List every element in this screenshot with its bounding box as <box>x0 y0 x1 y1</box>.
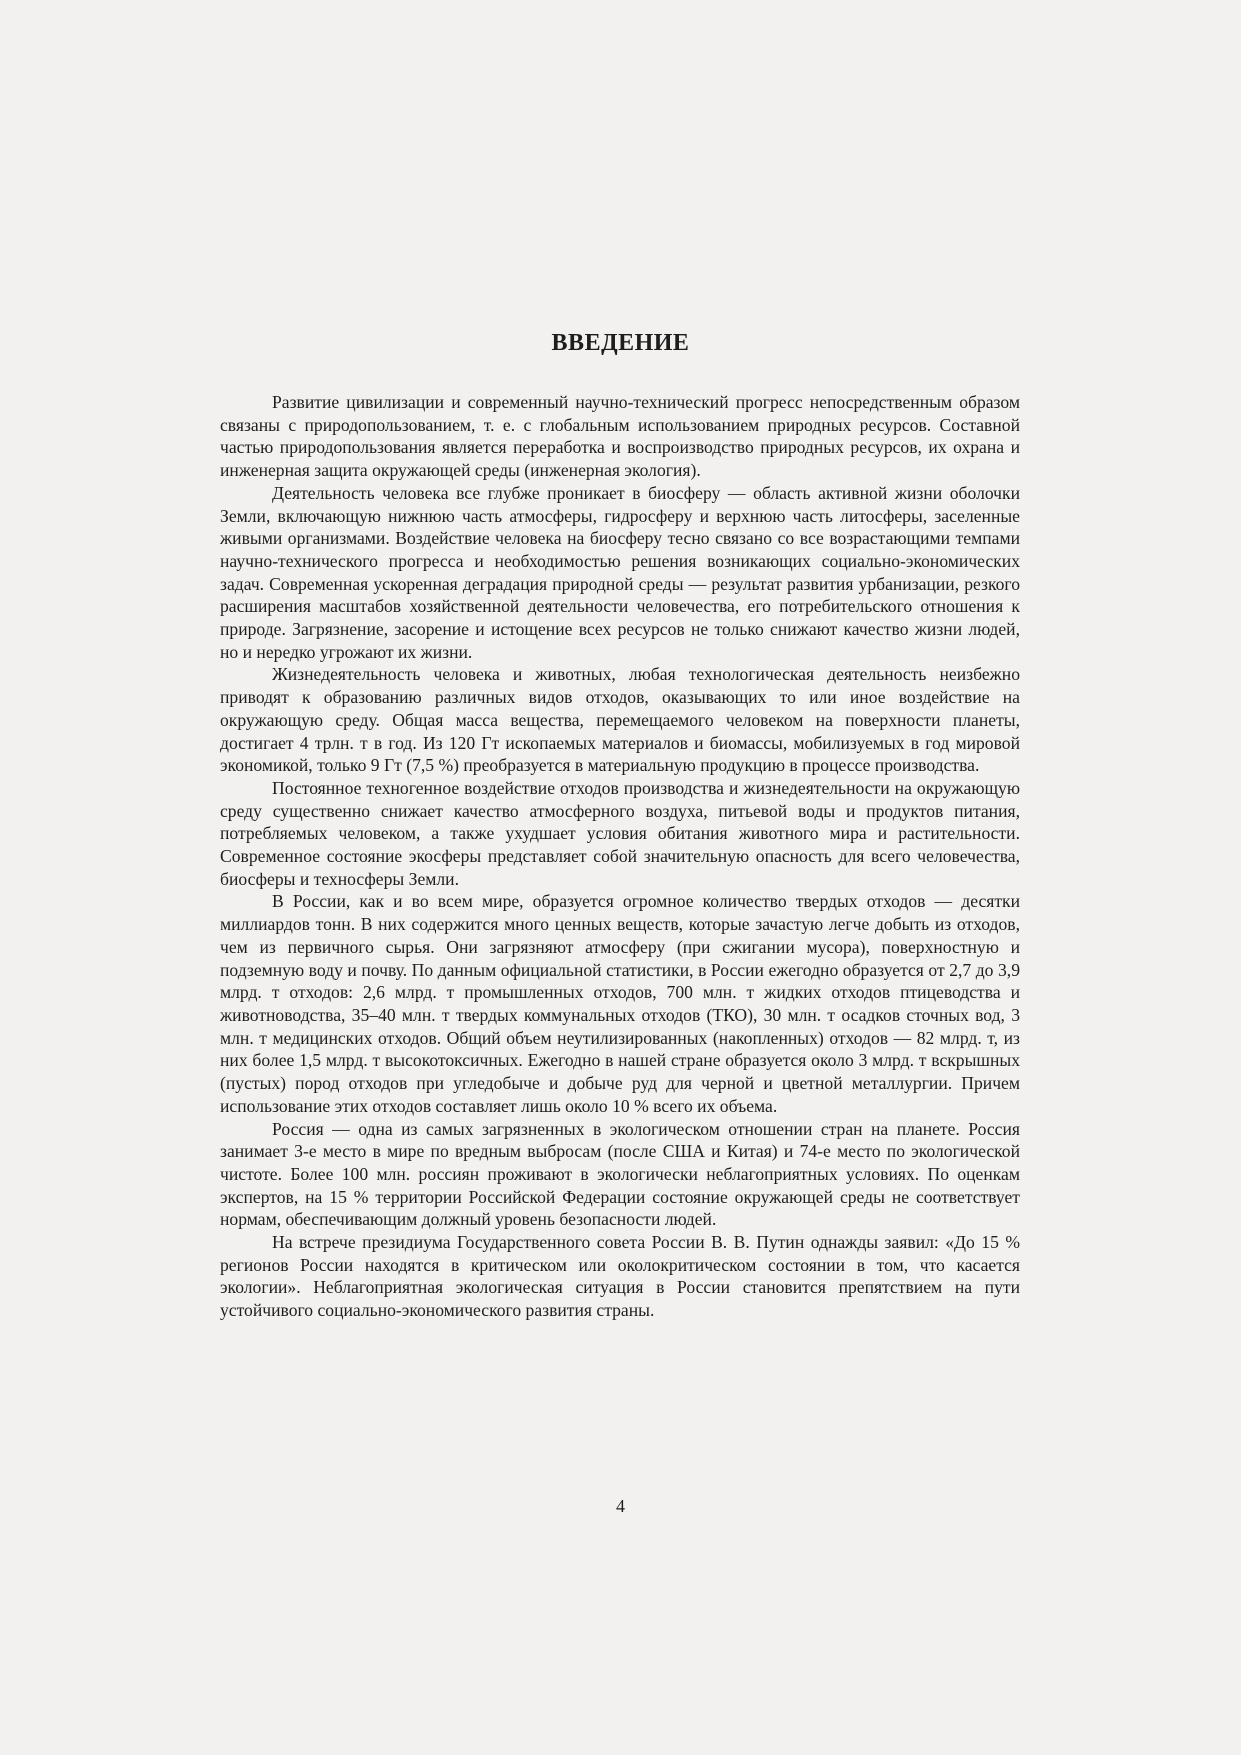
paragraph-2: Деятельность человека все глубже проникает в биосферу — область активной жизни оболочки Земли, включающую нижнюю часть атмосферы, гидросферу и верхнюю часть литосферы, заселенные живыми организмами. Воздействие человека на биосферу тесно связано со все возрастающими темпами научно-технического прогресса и необходимостью решения возникающих социально-экономических задач. Современная ускоренная деградация природной среды — результат развития урбанизации, резкого расширения масштабов хозяйственной деятельности человечества, его потребительского отношения к природе. Загрязнение, засорение и истощение всех ресурсов не только снижают качество жизни людей, но и нередко угрожают их жизни. <box>220 482 1020 662</box>
paragraph-5: В России, как и во всем мире, образуется огромное количество твердых отходов — десятки миллиардов тонн. В них содержится много ценных веществ, которые зачастую легче добыть из отходов, чем из первичного сырья. Они загрязняют атмосферу (при сжигании мусора), поверхностную и подземную воду и почву. По данным официальной статистики, в России ежегодно образуется от 2,7 до 3,9 млрд. т отходов: 2,6 млрд. т промышленных отходов, 700 млн. т жидких отходов птицеводства и животноводства, 35–40 млн. т твердых коммунальных отходов (ТКО), 30 млн. т осадков сточных вод, 3 млн. т медицинских отходов. Общий объем неутилизированных (накопленных) отходов — 82 млрд. т, из них более 1,5 млрд. т высокотоксичных. Ежегодно в нашей стране образуется около 3 млрд. т вскрышных (пустых) пород отходов при угледобыче и добыче руд для черной и цветной металлургии. Причем использование этих отходов составляет лишь около 10 % всего их объема. <box>220 891 1020 1116</box>
paragraph-4: Постоянное техногенное воздействие отходов производства и жизнедеятельности на окружающую среду существенно снижает качество атмосферного воздуха, питьевой воды и продуктов питания, потребляемых человеком, а также ухудшает условия обитания животного мира и растительности. Современное состояние экосферы представляет собой значительную опасность для всего человечества, биосферы и техносферы Земли. <box>220 777 1020 889</box>
paragraph-6: Россия — одна из самых загрязненных в экологическом отношении стран на планете. Россия занимает 3-е место в мире по вредным выбросам (после США и Китая) и 74-е место по экологической чистоте. Более 100 млн. россиян проживают в экологически неблагоприятных условиях. По оценкам экспертов, на 15 % территории Российской Федерации состояние окружающей среды не соответствует нормам, обеспечивающим должный уровень безопасности людей. <box>220 1118 1020 1230</box>
body-text <box>220 391 1020 1322</box>
page-number: 4 <box>616 1496 625 1516</box>
paragraph-7: На встрече президиума Государственного совета России В. В. Путин однажды заявил: «До 15 % регионов России находятся в критическом или околокритическом состоянии в том, что касается экологии». Неблагоприятная экологическая ситуация в России становится препятствием на пути устойчивого социально-экономического развития страны. <box>220 1232 1020 1321</box>
paragraph-3: Жизнедеятельность человека и животных, любая технологическая деятельность неизбежно приводят к образованию различных видов отходов, оказывающих то или иное воздействие на окружающую среду. Общая масса вещества, перемещаемого человеком на поверхности планеты, достигает 4 трлн. т в год. Из 120 Гт ископаемых материалов и биомассы, мобилизуемых в год мировой экономикой, только 9 Гт (7,5 %) преобразуется в материальную продукцию в процессе производства. <box>220 664 1020 776</box>
paragraph-1: Развитие цивилизации и современный научно-технический прогресс непосредственным образом связаны с природопользованием, т. е. с глобальным использованием природных ресурсов. Составной частью природопользования является переработка и воспроизводство природных ресурсов, их охрана и инженерная защита окружающей среды (инженерная экология). <box>220 392 1020 481</box>
page-title: ВВЕДЕНИЕ <box>551 330 690 356</box>
